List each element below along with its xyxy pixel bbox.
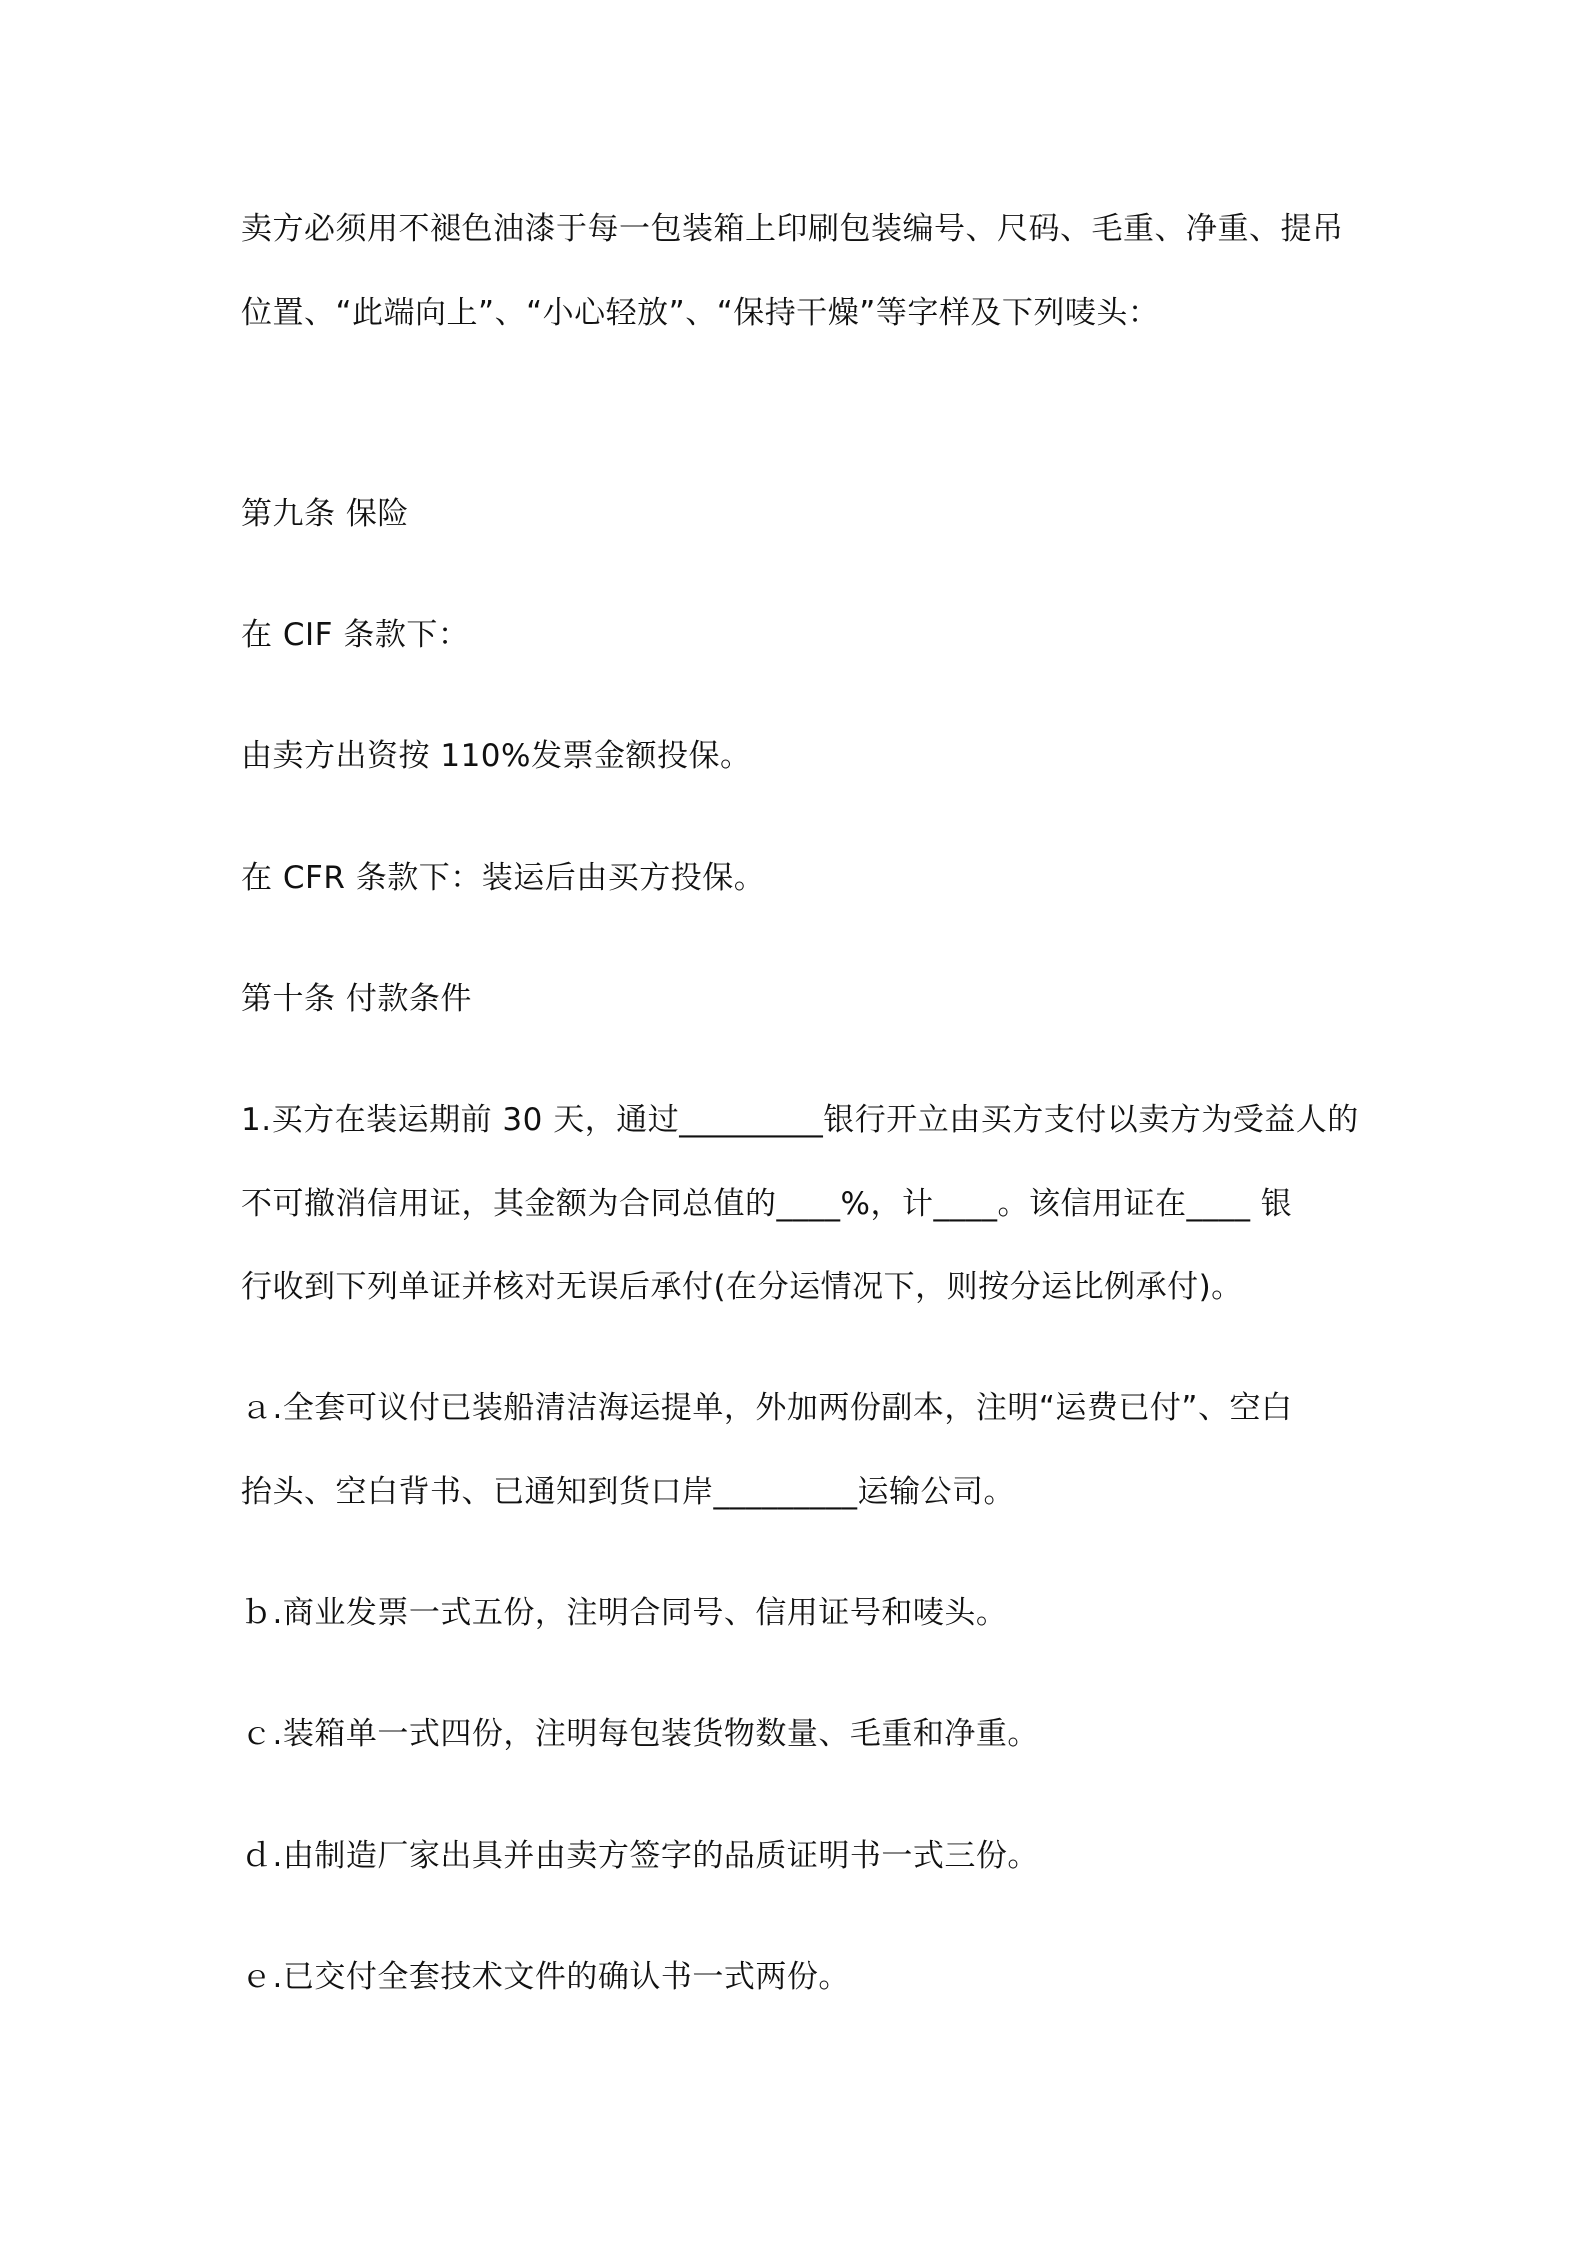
article-10-item-1-line-3: 行收到下列单证并核对无误后承付(在分运情况下，则按分运比例承付)。 bbox=[241, 1269, 1243, 1305]
article-10-item-b: ｂ.商业发票一式五份，注明合同号、信用证号和唛头。 bbox=[241, 1595, 1008, 1631]
article-9-cfr-clause: 在 CFR 条款下：装运后由买方投保。 bbox=[241, 860, 766, 896]
article-9-cif-detail: 由卖方出资按 110%发票金额投保。 bbox=[241, 738, 752, 774]
article-10-item-a-line-1: ａ.全套可议付已装船清洁海运提单，外加两份副本，注明“运费已付”、空白 bbox=[241, 1390, 1293, 1426]
article-10-item-d: ｄ.由制造厂家出具并由卖方签字的品质证明书一式三份。 bbox=[241, 1838, 1039, 1874]
article-10-item-1-line-1: 1.买方在装运期前 30 天，通过_________银行开立由买方支付以卖方为受益人的 bbox=[241, 1102, 1359, 1138]
article-10-item-a-line-2: 抬头、空白背书、已通知到货口岸_________运输公司。 bbox=[241, 1474, 1015, 1510]
marking-paragraph-line-2: 位置、“此端向上”、“小心轻放”、“保持干燥”等字样及下列唛头： bbox=[241, 295, 1160, 331]
marking-paragraph-line-1: 卖方必须用不褪色油漆于每一包装箱上印刷包装编号、尺码、毛重、净重、提吊 bbox=[241, 211, 1344, 247]
article-10-item-c: ｃ.装箱单一式四份，注明每包装货物数量、毛重和净重。 bbox=[241, 1716, 1039, 1752]
article-10-item-1-line-2: 不可撤消信用证，其金额为合同总值的____%，计____。该信用证在____ 银 bbox=[241, 1186, 1293, 1222]
article-10-item-e: ｅ.已交付全套技术文件的确认书一式两份。 bbox=[241, 1959, 850, 1995]
article-9-heading: 第九条 保险 bbox=[241, 496, 409, 532]
article-9-cif-clause: 在 CIF 条款下： bbox=[241, 617, 470, 653]
article-10-heading: 第十条 付款条件 bbox=[241, 981, 472, 1017]
